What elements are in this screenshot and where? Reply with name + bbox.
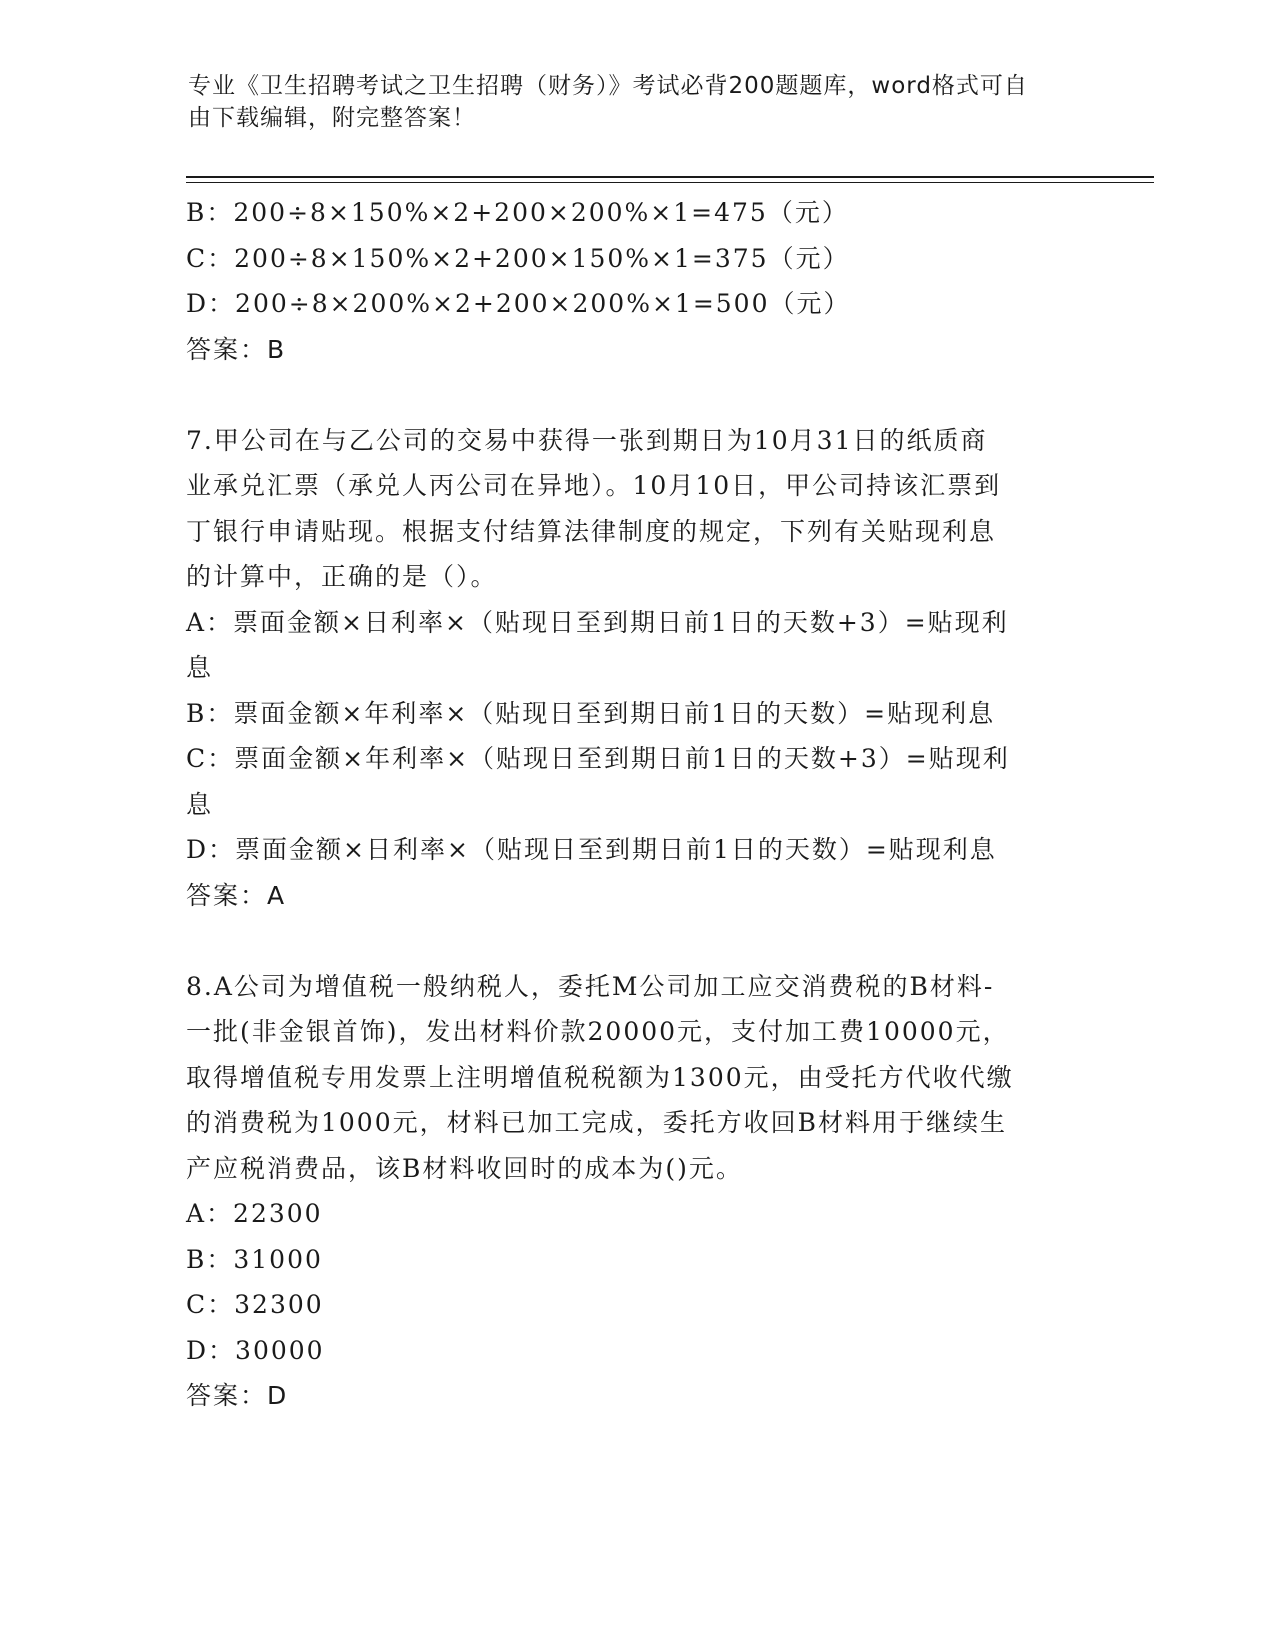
question-stem-line: 的消费税为1000元，材料已加工完成，委托方收回B材料用于继续生 xyxy=(186,1108,1007,1137)
question-stem-line: 丁银行申请贴现。根据支付结算法律制度的规定，下列有关贴现利息 xyxy=(186,516,997,546)
option-d: D：票面金额×日利率×（贴现日至到期日前1日的天数）=贴现利息 xyxy=(186,835,997,864)
answer-label: 答案：A xyxy=(186,880,287,910)
option-c: C：32300 xyxy=(186,1290,324,1319)
option-c: C：票面金额×年利率×（贴现日至到期日前1日的天数+3）=贴现利 xyxy=(186,744,1010,773)
option-d: D：30000 xyxy=(186,1335,325,1365)
option-b: B：200÷8×150%×2+200×200%×1=475（元） xyxy=(186,198,849,227)
header-title-line-1: 专业《卫生招聘考试之卫生招聘（财务）》考试必背200题题库，word格式可自 xyxy=(188,73,1028,99)
option-a: A：22300 xyxy=(186,1199,323,1228)
document-header xyxy=(188,70,1068,134)
spacer xyxy=(186,918,1086,964)
option-d: D：200÷8×200%×2+200×200%×1=500（元） xyxy=(186,289,851,318)
question-7 xyxy=(186,418,1086,919)
answer-label: 答案：B xyxy=(186,334,287,364)
header-title-line-2: 由下载编辑，附完整答案！ xyxy=(188,105,476,131)
question-stem-line: 取得增值税专用发票上注明增值税税额为1300元，由受托方代收代缴 xyxy=(186,1062,1014,1092)
answer-label: 答案：D xyxy=(186,1381,289,1410)
option-c-wrap: 息 xyxy=(186,789,214,819)
question-stem-line: 7.甲公司在与乙公司的交易中获得一张到期日为10月31日的纸质商 xyxy=(186,425,988,455)
question-stem-line: 8.A公司为增值税一般纳税人，委托M公司加工应交消费税的B材料- xyxy=(186,971,995,1001)
question-stem-line: 业承兑汇票（承兑人丙公司在异地）。10月10日，甲公司持该汇票到 xyxy=(186,471,1002,500)
question-stem-line: 的计算中，正确的是（）。 xyxy=(186,562,498,591)
option-b: B：31000 xyxy=(186,1244,323,1274)
question-6-tail xyxy=(186,190,1086,372)
header-divider-thick xyxy=(186,176,1154,178)
option-a: A：票面金额×日利率×（贴现日至到期日前1日的天数+3）=贴现利 xyxy=(186,607,1009,637)
question-8 xyxy=(186,964,1086,1419)
header-divider-thin xyxy=(186,182,1154,183)
option-c: C：200÷8×150%×2+200×150%×1=375（元） xyxy=(186,243,850,273)
option-a-wrap: 息 xyxy=(186,653,214,682)
document-body xyxy=(186,190,1086,1419)
question-stem-line: 产应税消费品，该B材料收回时的成本为()元。 xyxy=(186,1153,743,1183)
question-stem-line: 一批(非金银首饰)，发出材料价款20000元，支付加工费10000元， xyxy=(186,1017,1010,1046)
option-b: B：票面金额×年利率×（贴现日至到期日前1日的天数）=贴现利息 xyxy=(186,698,996,728)
spacer xyxy=(186,372,1086,418)
